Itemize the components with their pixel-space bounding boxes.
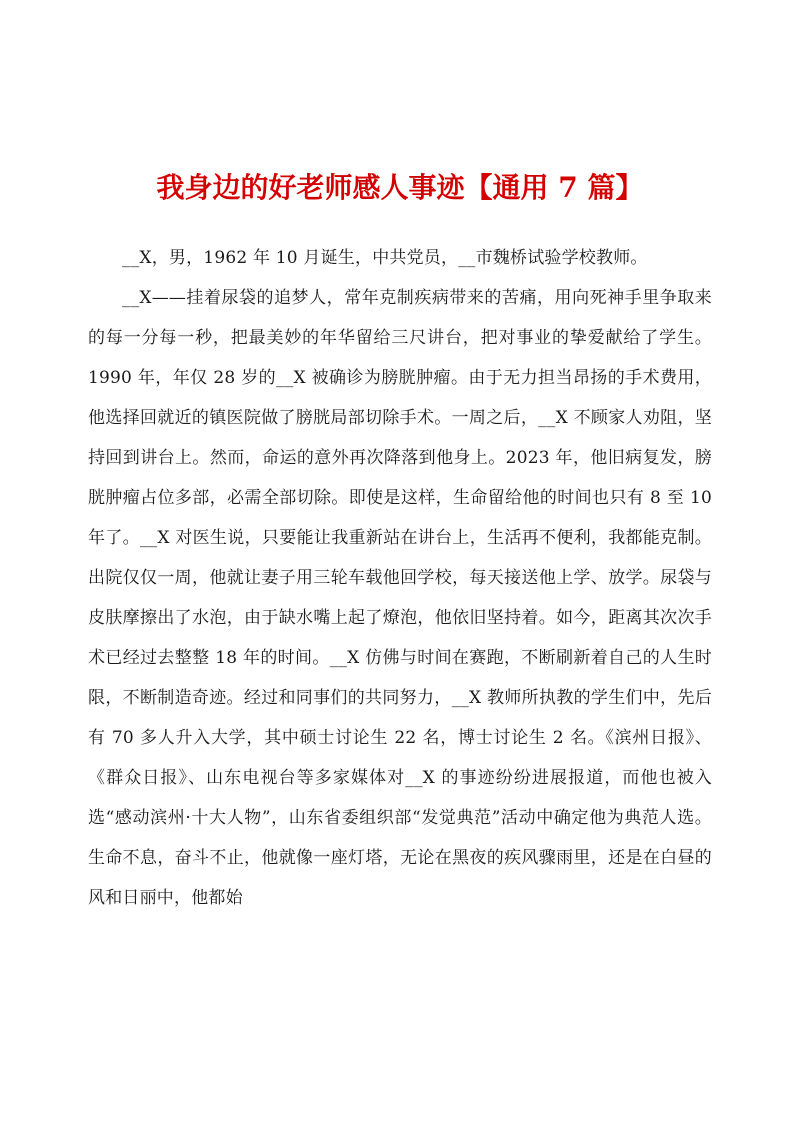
paragraph-story: __X——挂着尿袋的追梦人，常年克制疾病带来的苦痛，用向死神手里争取来的每一分每一秒，把最美妙的年华留给三尺讲台，把对事业的挚爱献给了学生。1990 年，年仅 28 岁的__X 被确诊为膀胱肿瘤。由于无力担当昂扬的手术费用，他选择回就近的镇医院做了膀胱局部切除手术。一周之后，__X 不顾家人劝阻，坚持回到讲台上。然而，命运的意外再次降落到他身上。2023 年，他旧病复发，膀胱肿瘤占位多部，必需全部切除。即使是这样，生命留给他的时间也只有 8 至 10 年了。__X 对医生说，只要能让我重新站在讲台上，生活再不便利，我都能克制。出院仅仅一周，他就让妻子用三轮车载他回学校，每天接送他上学、放学。尿袋与皮肤摩擦出了水泡，由于缺水嘴上起了燎泡，他依旧坚持着。如今，距离其次次手术已经过去整整 18 年的时间。__X 仿佛与时间在赛跑，不断刷新着自己的人生时限，不断制造奇迹。经过和同事们的共同努力，__X 教师所执教的学生们中，先后有 70 多人升入大学，其中硕士讨论生 22 名，博士讨论生 2 名。《滨州日报》、《群众日报》、山东电视台等多家媒体对__X 的事迹纷纷进展报道，而他也被入选“感动滨州·十大人物”，山东省委组织部“发觉典范”活动中确定他为典范人选。生命不息，奋斗不止，他就像一座灯塔，无论在黑夜的疾风骤雨里，还是在白昼的风和日丽中，他都始 <box>88 288 712 908</box>
document-body <box>88 238 712 918</box>
document-title: 我身边的好老师感人事迹【通用 7 篇】 <box>156 171 644 204</box>
paragraph-intro: __X，男，1962 年 10 月诞生，中共党员，__市魏桥试验学校教师。 <box>122 248 648 268</box>
